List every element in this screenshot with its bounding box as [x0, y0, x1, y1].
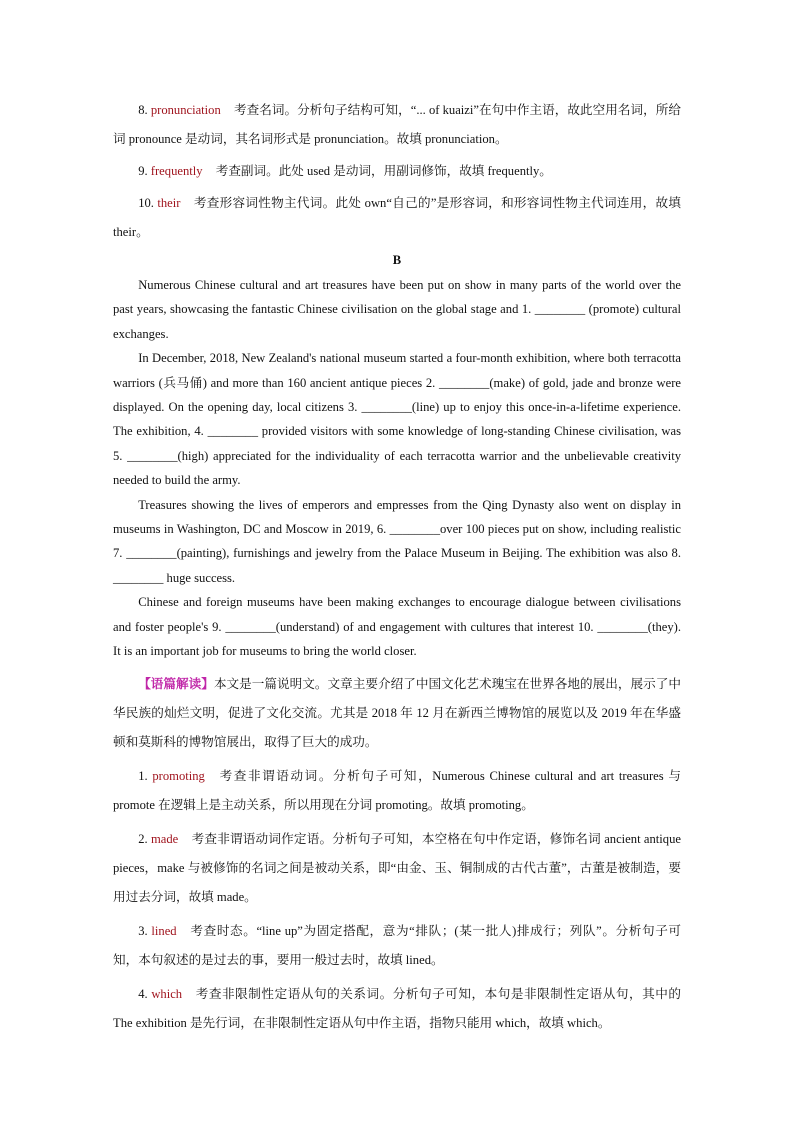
passage-paragraph: In December, 2018, New Zealand's national museum started a four-month exhibition, where both terracotta warriors (兵马俑) and more than 160 ancient antique pieces 2. ________(make) of gold, jade and bronze were displayed. On the opening day, local citizens 3. ________(line) up to enjoy this once-in-a-lifetime experience. The exhibition, 4. ________ provided visitors with some knowledge of long-standing Chinese civilisation, was 5. ________(high) appreciated for the individuality of each terracotta warrior and the unbelievable creativity needed to build the army.: [113, 351, 681, 488]
analysis-section: [113, 670, 681, 1038]
answer-word: frequently: [150, 164, 203, 178]
document-page: [113, 96, 681, 1043]
answer-word: their: [157, 195, 181, 210]
reading-text: 本文是一篇说明文。文章主要介绍了中国文化艺术瑰宝在世界各地的展出，展示了中华民族的灿烂文明，促进了文化交流。尤其是 2018 年 12 月在新西兰博物馆的展览以及 2019 年在华盛顿和莫斯科的博物馆展出，取得了巨大的成功。: [113, 676, 682, 749]
answer-explanation: 考查非谓语动词作定语。分析句子可知，本空格在句中作定语，修饰名词 ancient antique pieces，make 与被修饰的名词之间是被动关系，即“由金、玉、铜制成的古代古董”，古董是被制造，要用过去分词，故填 made。: [113, 831, 681, 904]
answer-explanation: 考查时态。“line up”为固定搭配，意为“排队；(某一批人)排成行；列队”。分析句子可知，本句叙述的是过去的事，要用一般过去时，故填 lined。: [113, 923, 682, 967]
answer-explanation: 考查名词。分析句子结构可知，“... of kuaizi”在句中作主语，故此空用名词，所给词 pronounce 是动词，其名词形式是 pronunciation。故填 pronunciation。: [113, 103, 681, 146]
passage-paragraph: Numerous Chinese cultural and art treasures have been put on show in many parts of the world over the past years, showcasing the fantastic Chinese civilisation on the global stage and 1. ________ (promote) cultural exchanges.: [113, 278, 681, 341]
answer-item: [113, 917, 681, 975]
answer-word: lined: [151, 923, 177, 938]
passage: [113, 273, 681, 664]
passage-paragraph: Chinese and foreign museums have been making exchanges to encourage dialogue between civilisations and foster people's 9. ________(understand) of and engagement with cultures that interest 10. ________(they). It is an important job for museums to bring the world closer.: [113, 595, 681, 659]
passage-paragraph: Treasures showing the lives of emperors and empresses from the Qing Dynasty also went on display in museums in Washington, DC and Moscow in 2019, 6. ________over 100 pieces put on show, including realistic 7. ________(painting), furnishings and jewelry from the Palace Museum in Beijing. The exhibition was also 8. ________ huge success.: [113, 497, 681, 585]
answer-word: pronunciation: [150, 103, 221, 117]
answer-item: [113, 159, 681, 184]
answer-word: made: [150, 831, 179, 846]
answer-item: [113, 762, 681, 820]
answer-explanation: 考查形容词性物主代词。此处 own“自己的”是形容词，和形容词性物主代词连用，故填 their。: [113, 195, 681, 239]
answer-number: 2.: [138, 831, 148, 846]
answer-number: 3.: [138, 923, 148, 938]
answer-explanation: 考查非限制性定语从句的关系词。分析句子可知，本句是非限制性定语从句，其中的 The exhibition 是先行词，在非限制性定语从句中作主语，指物只能用 which，故填 which。: [113, 986, 681, 1030]
top-answers: [113, 96, 681, 247]
answer-item: [113, 96, 681, 154]
answer-explanation: 考查非谓语动词。分析句子可知，Numerous Chinese cultural and art treasures 与 promote 在逻辑上是主动关系，所以用现在分词 promoting。故填 promoting。: [113, 768, 681, 812]
answer-number: 1.: [138, 768, 148, 783]
answer-word: which: [151, 986, 183, 1001]
answer-number: 4.: [138, 986, 148, 1001]
section-label: B: [392, 252, 402, 267]
answer-item: [113, 189, 681, 247]
answer-word: promoting: [152, 768, 205, 783]
answer-item: [113, 980, 681, 1038]
answer-item: [113, 825, 681, 912]
answer-number: 9.: [138, 164, 148, 178]
answer-explanation: 考查副词。此处 used 是动词，用副词修饰，故填 frequently。: [215, 164, 552, 178]
reading-summary: [113, 670, 681, 757]
answer-number: 8.: [138, 103, 148, 117]
reading-heading: 【语篇解读】: [138, 676, 214, 691]
answer-number: 10.: [138, 195, 154, 210]
